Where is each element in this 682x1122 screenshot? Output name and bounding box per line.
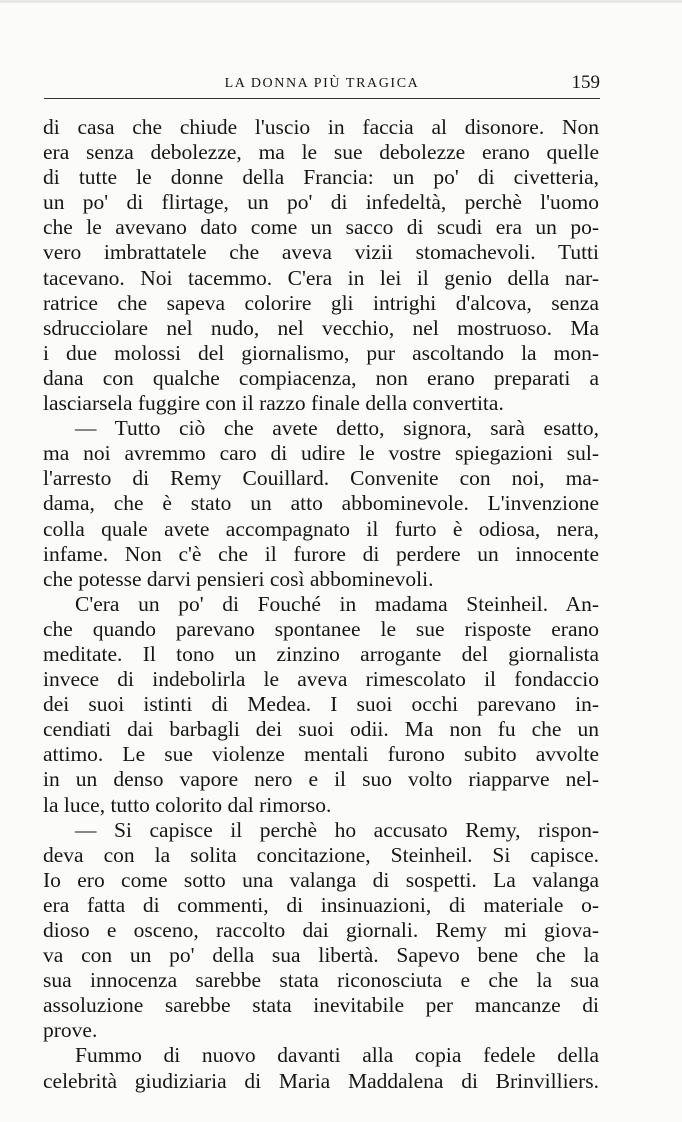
- text-line: meditate. Il tono un zinzino arrogante del giornalista: [43, 641, 599, 666]
- text-line: prove.: [43, 1018, 98, 1043]
- text-line: dana con qualche compiacenza, non erano preparati a: [43, 365, 599, 390]
- text-line: i due molossi del giornalismo, pur ascoltando la mon-: [43, 340, 599, 365]
- page-number: 159: [571, 72, 600, 93]
- text-line: di tutte le donne della Francia: un po' di civetteria,: [43, 165, 599, 190]
- text-line: che le avevano dato come un sacco di scudi era un po-: [43, 215, 599, 240]
- paragraph-start-line: — Tutto ciò che avete detto, signora, sarà esatto,: [75, 416, 599, 441]
- text-line: in un denso vapore nero e il suo volto riapparve nel-: [43, 767, 599, 792]
- text-line: dei suoi istinti di Medea. I suoi occhi parevano in-: [43, 692, 599, 717]
- paragraph-start-line: C'era un po' di Fouché in madama Steinheil. An-: [75, 591, 599, 616]
- paragraph-start-line: Fummo di nuovo davanti alla copia fedele della: [75, 1043, 599, 1068]
- text-line: infame. Non c'è che il furore di perdere un innocente: [43, 541, 599, 566]
- text-line: che potesse darvi pensieri così abbominevoli.: [43, 566, 434, 591]
- text-line: l'arresto di Remy Couillard. Convenite con noi, ma-: [43, 466, 599, 491]
- text-line: ratrice che sapeva colorire gli intrighi d'alcova, senza: [43, 290, 599, 315]
- text-line: colla quale avete accompagnato il furto è odiosa, nera,: [43, 516, 599, 541]
- text-line: di casa che chiude l'uscio in faccia al disonore. Non: [43, 115, 599, 139]
- paragraph-start-line: — Si capisce il perchè ho accusato Remy, rispon-: [75, 817, 599, 842]
- text-line: dama, che è stato un atto abbominevole. L'invenzione: [43, 491, 599, 516]
- text-line: dioso e osceno, raccolto dai giornali. Remy mi giova-: [43, 918, 599, 942]
- text-line: invece di indebolirla le aveva rimescolato il fondaccio: [43, 667, 599, 692]
- text-line: Io ero come sotto una valanga di sospetti. La valanga: [43, 867, 599, 892]
- text-line: era senza debolezze, ma le sue debolezze erano quelle: [43, 140, 599, 165]
- text-line: sua innocenza sarebbe stata riconosciuta e che la sua: [43, 968, 599, 993]
- text-line: va con un po' della sua libertà. Sapevo bene che la: [43, 943, 599, 968]
- body-text: [43, 115, 599, 1094]
- text-line: attimo. Le sue violenze mentali furono subito avvolte: [43, 742, 599, 767]
- text-line: vero imbrattatele che aveva vizii stomachevoli. Tutti: [43, 240, 599, 265]
- text-line: deva con la solita concitazione, Steinheil. Si capisce.: [43, 842, 599, 867]
- text-line: ma noi avremmo caro di udire le vostre spiegazioni sul-: [43, 441, 599, 466]
- page-top-edge: [0, 0, 682, 3]
- text-line: tacevano. Noi tacemmo. C'era in lei il genio della nar-: [43, 265, 599, 290]
- header-rule: [44, 98, 600, 99]
- text-line: la luce, tutto colorito dal rimorso.: [43, 792, 332, 817]
- text-line: lasciarsela fuggire con il razzo finale della convertita.: [43, 391, 504, 416]
- text-line: sdrucciolare nel nudo, nel vecchio, nel mostruoso. Ma: [43, 315, 599, 340]
- text-line: era fatta di commenti, di insinuazioni, di materiale o-: [43, 892, 599, 917]
- text-line: celebrità giudiziaria di Maria Maddalena di Brinvilliers.: [43, 1068, 599, 1093]
- text-line: un po' di flirtage, un po' di infedeltà, perchè l'uomo: [43, 190, 599, 215]
- page-header: [44, 74, 600, 96]
- text-line: che quando parevano spontanee le sue risposte erano: [43, 616, 599, 641]
- text-line: assoluzione sarebbe stata inevitabile per mancanze di: [43, 993, 599, 1018]
- text-line: cendiati dai barbagli dei suoi odii. Ma non fu che un: [43, 717, 599, 742]
- running-title: LA DONNA PIÙ TRAGICA: [224, 76, 420, 91]
